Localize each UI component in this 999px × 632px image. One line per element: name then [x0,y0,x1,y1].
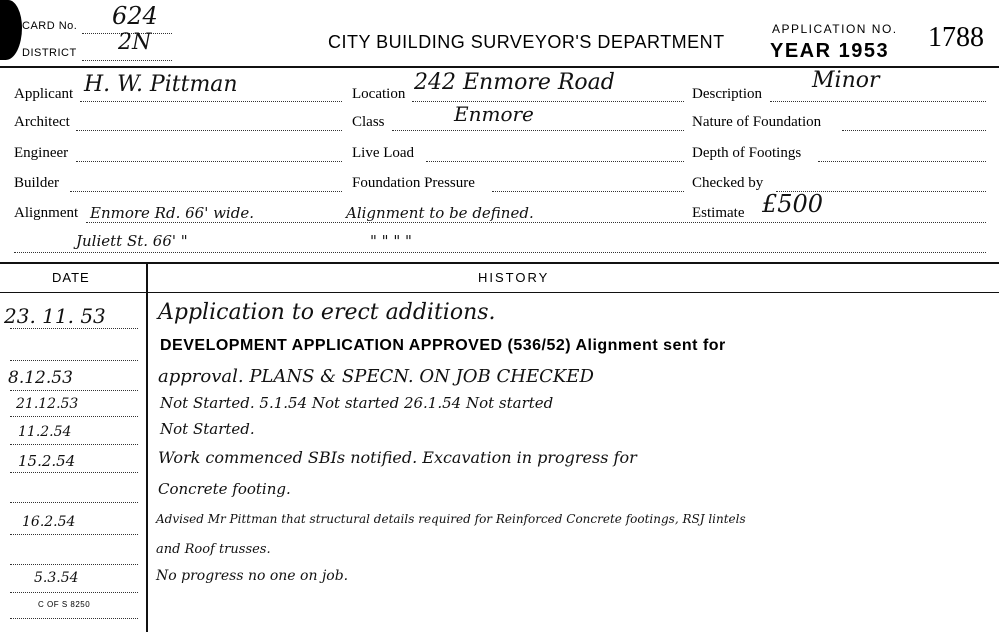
application-number: 1788 [928,22,984,53]
alignment-line-2 [14,252,986,253]
depth-of-footings-label: Depth of Footings [692,145,802,161]
live-load-label: Live Load [352,145,415,161]
location-label: Location [352,86,406,102]
date-column-header: DATE [52,270,90,285]
architect-line [76,130,342,131]
history-text: DEVELOPMENT APPLICATION APPROVED (536/52) Alignment sent for [160,337,726,354]
foundation-pressure-label: Foundation Pressure [352,175,475,191]
builder-label: Builder [14,175,59,191]
date-rule [10,592,138,593]
history-date: 23. 11. 53 [4,304,106,328]
alignment-line-1 [86,222,986,223]
card-no-label: CARD No. [22,20,78,32]
location-value: 242 Enmore Road [414,70,615,95]
date-rule [10,564,138,565]
architect-label: Architect [14,114,70,130]
district-line [82,60,172,61]
history-text: and Roof trusses. [156,542,271,557]
alignment-road-1: Enmore Rd. 66' wide. [90,204,254,222]
applicant-value: H. W. Pittman [84,72,238,97]
location-line [412,101,684,102]
date-rule [10,502,138,503]
history-text: Application to erect additions. [158,300,496,325]
description-label: Description [692,86,762,102]
description-line [770,101,986,102]
alignment-road-2: Juliett St. 66' " [76,232,188,250]
class-label: Class [352,114,385,130]
history-date: 11.2.54 [18,424,72,440]
date-rule [10,390,138,391]
date-rule [10,472,138,473]
history-text: Concrete footing. [158,480,291,498]
nature-of-foundation-label: Nature of Foundation [692,114,822,130]
alignment-note-1: Alignment to be defined. [346,204,534,222]
department-title: CITY BUILDING SURVEYOR'S DEPARTMENT [328,32,725,52]
alignment-note-2: " " " " [370,232,412,250]
history-column-header: HISTORY [478,270,550,285]
history-date: 16.2.54 [22,514,76,530]
foundation-pressure-line [492,191,684,192]
checked-by-label: Checked by [692,175,764,191]
history-text: Work commenced SBIs notified. Excavation in progress for [158,448,637,467]
date-rule [10,444,138,445]
date-rule [10,328,138,329]
history-date: 21.12.53 [16,396,79,412]
applicant-line [80,101,342,102]
estimate-value: £500 [762,190,824,218]
history-text: approval. PLANS & SPECN. ON JOB CHECKED [158,366,594,387]
history-header-rule [0,292,999,293]
history-text: Not Started. [160,420,255,438]
alignment-label: Alignment [14,205,79,221]
application-no-label: APPLICATION NO. [772,22,898,36]
ink-blot [0,0,22,60]
engineer-line [76,161,342,162]
depth-of-footings-line [818,161,986,162]
date-column-divider [146,262,148,632]
live-load-line [426,161,684,162]
history-text: Not Started. 5.1.54 Not started 26.1.54 Not started [160,394,554,412]
form-code: C OF S 8250 [38,600,91,609]
district-value: 2N [118,30,152,55]
year-label: YEAR 1953 [770,40,890,62]
date-rule [10,534,138,535]
history-top-rule [0,262,999,264]
history-date: 15.2.54 [18,452,76,470]
district-label: DISTRICT [22,47,77,59]
history-text: Advised Mr Pittman that structural details required for Reinforced Concrete footings, RSJ lintels [156,512,746,526]
card-no-value: 624 [112,2,158,30]
builder-line [70,191,342,192]
history-text: No progress no one on job. [156,568,349,584]
class-value: Enmore [454,102,534,126]
applicant-label: Applicant [14,86,74,102]
nature-of-foundation-line [842,130,986,131]
estimate-label: Estimate [692,205,745,221]
class-line [392,130,684,131]
history-date: 8.12.53 [8,368,73,388]
date-rule [10,360,138,361]
engineer-label: Engineer [14,145,69,161]
description-value: Minor [812,68,880,93]
date-rule [10,416,138,417]
date-rule [10,618,138,619]
history-date: 5.3.54 [34,570,79,586]
